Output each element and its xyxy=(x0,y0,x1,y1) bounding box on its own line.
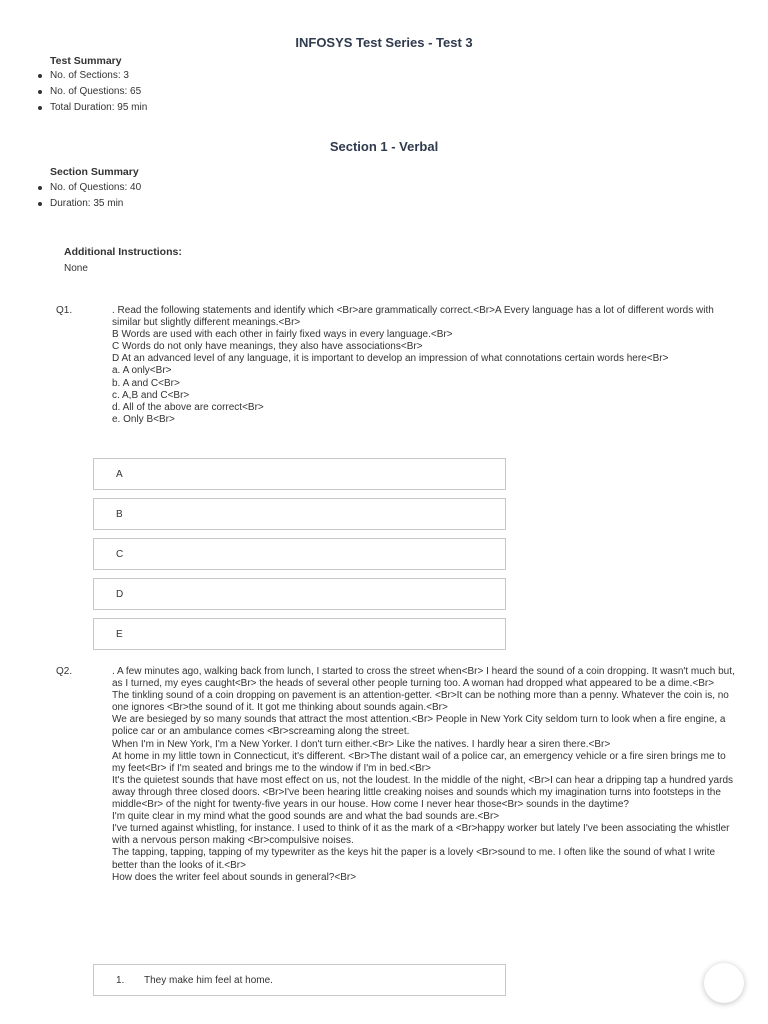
section-summary-list xyxy=(50,180,141,212)
option-label: E xyxy=(116,629,123,640)
section-summary-heading: Section Summary xyxy=(50,166,139,178)
floating-action-button[interactable] xyxy=(704,963,744,1003)
option-label: A xyxy=(116,469,123,480)
summary-questions: No. of Questions: 65 xyxy=(50,84,147,100)
option-text: They make him feel at home. xyxy=(144,975,273,986)
summary-sections: No. of Sections: 3 xyxy=(50,68,147,84)
additional-instructions-label: Additional Instructions: xyxy=(64,246,182,258)
option-label: D xyxy=(116,589,124,600)
q1-option-b[interactable] xyxy=(93,498,506,530)
section-duration: Duration: 35 min xyxy=(50,196,141,212)
q1-option-e[interactable] xyxy=(93,618,506,650)
option-number: 1. xyxy=(116,975,125,986)
section-questions: No. of Questions: 40 xyxy=(50,180,141,196)
q1-option-a[interactable] xyxy=(93,458,506,490)
test-summary-list xyxy=(50,68,147,116)
additional-instructions-value: None xyxy=(64,263,88,274)
q1-option-d[interactable] xyxy=(93,578,506,610)
section-title: Section 1 - Verbal xyxy=(329,139,439,154)
option-label: C xyxy=(116,549,124,560)
test-summary-heading: Test Summary xyxy=(50,55,122,67)
question-1-text: . Read the following statements and identify which <Br>are grammatically correct.<Br>A Every language has a lot of different words with similar but slightly different meanings.<Br> B Words are used with each other in fairly fixed ways in every language.<Br> C Words do not only have meanings, they also have associations<Br> D At an advanced level of any language, it is important to develop an impression of what connotations certain words here<Br> a. A only<Br> b. A and C<Br> c. A,B and C<Br> d. All of the above are correct<Br> e. Only B<Br> xyxy=(112,305,714,425)
option-label: B xyxy=(116,509,123,520)
q1-option-c[interactable] xyxy=(93,538,506,570)
question-2-text: . A few minutes ago, walking back from lunch, I started to cross the street when<Br> I heard the sound of a coin dropping. It wasn't much but, as I turned, my eyes caught<Br> the heads of several other people turning too. A woman had dropped what appeared to be a dime.<Br> The tinkling sound of a coin dropping on pavement is an attention-getter. <Br>It can be nothing more than a penny. Whatever the coin is, no one ignores <Br>the sound of it. It got me thinking about sounds again.<Br> We are besieged by so many sounds that attract the most attention.<Br> People in New York City seldom turn to look when a fire engine, a police car or an ambulance comes <Br>screaming along the street. When I'm in New York, I'm a New Yorker. I don't turn either.<Br> Like the natives. I hardly hear a siren there.<Br> At home in my little town in Connecticut, it's different. <Br>The distant wail of a police car, an emergency vehicle or a fire siren brings me to my feet<Br> if I'm seated and brings me to the window if I'm in bed.<Br> It's the quietest sounds that have most effect on us, not the loudest. In the middle of the night, <Br>I can hear a dripping tap a hundred yards away through three closed doors. <Br>I've been hearing little creaking noises and sounds which my imagination turns into footsteps in the middle<Br> of the night for twenty-five years in our house. How come I never hear those<Br> sounds in the daytime? I'm quite clear in my mind what the good sounds are and what the bad sounds are.<Br> I've turned against whistling, for instance. I used to think of it as the mark of a <Br>happy worker but lately I've been associating the whistler with a nervous person making <Br>compulsive noises. The tapping, tapping, tapping of my typewriter as the keys hit the paper is a lovely <Br>sound to me. I often like the sound of what I write better than the looks of it.<Br> How does the writer feel about sounds in general?<Br> xyxy=(112,666,735,883)
q2-option-1[interactable] xyxy=(93,964,506,996)
page-title: INFOSYS Test Series - Test 3 xyxy=(295,35,473,50)
question-2-number: Q2. xyxy=(56,666,73,677)
question-1-number: Q1. xyxy=(56,305,73,316)
summary-duration: Total Duration: 95 min xyxy=(50,100,147,116)
